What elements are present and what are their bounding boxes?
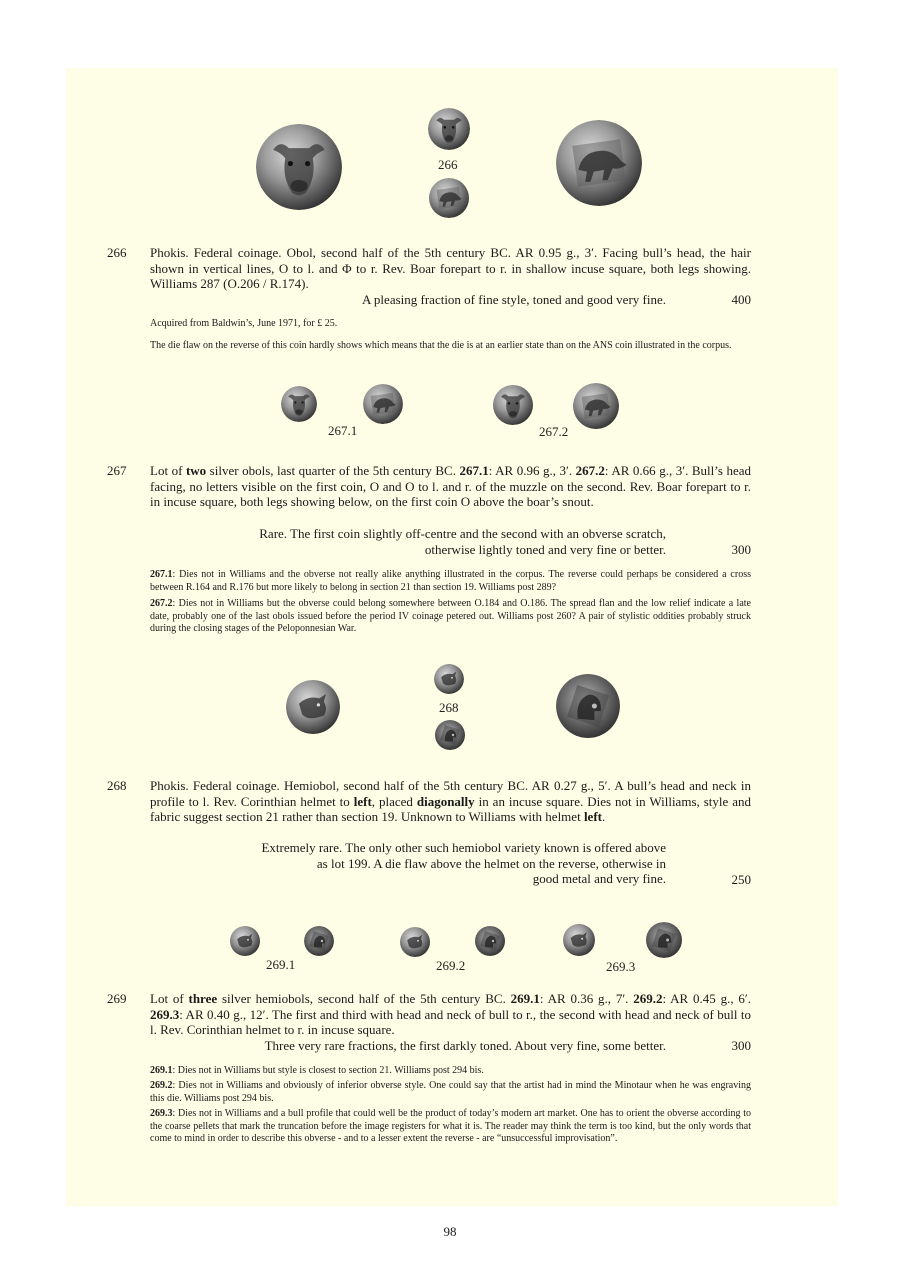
- plate-label: 269.3: [606, 959, 636, 974]
- coin-266-reverse-large-image: [556, 120, 642, 206]
- plate-label: 269.2: [436, 958, 466, 973]
- lot-description-text: Phokis. Federal coinage. Hemiobol, second half of the 5th century BC. AR 0.27 g., 5′. A bull’s head and neck in profile to l. Rev. Corinthian helmet to: [150, 778, 751, 809]
- lot-note: [150, 1108, 751, 1146]
- coin-269-1-obverse-image: [228, 926, 262, 956]
- note-text: : Dies not in Williams but the obverse could belong somewhere between O.184 and O.186. The spread flan and the low relief indicate a late date, probably one of the last obols issued before the period IV coinage petered out. Williams post 260? A pair of stylistic oddities probably struck during the closing stages of the Peloponnesian War.: [150, 598, 751, 635]
- lot-description-text: silver obols, last quarter of the 5th century BC.: [206, 463, 460, 478]
- coin-ref-bold: 267.1: [459, 463, 489, 478]
- lot-description-bold: left: [353, 793, 372, 809]
- coin-266-obverse-large-image: [256, 124, 342, 210]
- page-number: 98: [443, 1224, 457, 1239]
- lot-estimate: 400: [731, 292, 751, 307]
- lot-number: 269: [107, 991, 127, 1006]
- condition-line: Extremely rare. The only other such hemiobol variety known is offered above: [261, 840, 666, 855]
- coin-269-3-reverse-image: [644, 922, 684, 958]
- lot-description-text: : AR 0.45 g., 6′.: [662, 991, 751, 1006]
- lot-note: [150, 598, 751, 636]
- note-text: : Dies not in Williams and a bull profile that could well be the product of today’s modern art market. One has to orient the obverse according to the coarse pellets that mark the truncation before the image registers for what it is. The reader may think the term is too kind, but the only words that come to mind in order to describe this obverse - and to a lesser extent the reverse - are “unsuccessful improvisation”.: [150, 1108, 751, 1145]
- lot-note: [150, 569, 751, 594]
- note-label: 267.2: [150, 598, 173, 609]
- condition-line: Rare. The first coin slightly off-centre and the second with an obverse scratch,: [259, 526, 666, 541]
- lot-description: [150, 245, 751, 292]
- lot-number: 268: [107, 778, 127, 793]
- coin-266-reverse-image: [428, 178, 470, 218]
- lot-estimate: 250: [731, 872, 751, 887]
- lot-note: [150, 1080, 751, 1105]
- lot-description-text: in an incuse square. Dies not in Williams, style and fabric suggest section 21 rather than section 19. Unknown to Williams with helmet: [150, 793, 751, 825]
- lot-description-text: : AR 0.66 g., 3′. Bull’s head facing, no letters visible on the first coin, O and O to l. and r. of the muzzle on the second. Rev. Boar forepart to r. in incuse square, both legs showing below, on the first coin O above the boar’s snout.: [150, 463, 751, 510]
- coin-267-1-obverse-image: [281, 386, 317, 422]
- lot-description: [150, 991, 751, 1038]
- note-label: 267.1: [150, 569, 173, 580]
- lot-condition: Three very rare fractions, the first darkly toned. About very fine, some better.: [264, 1038, 666, 1053]
- note-label: 269.1: [150, 1065, 173, 1076]
- coin-268-obverse-large-image: [286, 680, 340, 734]
- condition-line: as lot 199. A die flaw above the helmet on the reverse, otherwise in: [316, 855, 666, 871]
- note-text: : Dies not in Williams but style is closest to section 21. Williams post 294 bis.: [172, 1065, 484, 1076]
- coin-267-2-reverse-image: [573, 383, 619, 429]
- coin-ref-bold: 267.2: [575, 463, 605, 478]
- lot-estimate: 300: [731, 1038, 751, 1053]
- note-label: 269.2: [150, 1080, 173, 1091]
- lot-description-text: : AR 0.36 g., 7′.: [539, 991, 634, 1006]
- lot-condition: [150, 526, 666, 557]
- coin-268-reverse-large-image: [556, 674, 620, 738]
- coin-267-2-obverse-image: [491, 385, 535, 425]
- lot-description: [150, 778, 751, 825]
- lot-number: 266: [107, 245, 127, 260]
- condition-line: otherwise lightly toned and very fine or better.: [424, 541, 666, 557]
- coin-268-obverse-image: [434, 664, 464, 694]
- coin-268-reverse-image: [434, 720, 466, 750]
- plate-label: 269.1: [266, 957, 296, 972]
- lot-description: [150, 463, 751, 510]
- note-text: : Dies not in Williams and obviously of inferior obverse style. One could say that the artist had in mind the Minotaur when he was engraving this die. Williams post 294 bis.: [150, 1080, 751, 1104]
- lot-description-bold: three: [188, 991, 218, 1006]
- lot-description-bold: left: [583, 809, 602, 825]
- coin-269-2-obverse-image: [398, 927, 432, 957]
- coin-ref-bold: 269.2: [633, 991, 663, 1006]
- lot-note: The die flaw on the reverse of this coin hardly shows which means that the die is at an earlier state than on the ANS coin illustrated in the corpus.: [150, 340, 732, 351]
- lot-description-bold: diagonally: [416, 793, 475, 809]
- condition-line: good metal and very fine.: [532, 871, 666, 887]
- lot-description-text: Lot of: [150, 463, 186, 478]
- coin-ref-bold: 269.3: [150, 1006, 180, 1022]
- lot-note: [150, 1065, 751, 1078]
- coin-267-1-reverse-image: [363, 384, 403, 424]
- lot-number: 267: [107, 463, 127, 478]
- plate-label: 267.1: [328, 423, 358, 438]
- lot-description-text: silver hemiobols, second half of the 5th century BC.: [217, 991, 511, 1006]
- coin-269-1-reverse-image: [304, 926, 334, 956]
- lot-description-bold: two: [185, 463, 207, 478]
- lot-condition: [150, 840, 666, 887]
- lot-description-text: Lot of: [150, 991, 189, 1006]
- note-label: 269.3: [150, 1108, 173, 1119]
- coin-ref-bold: 269.1: [510, 991, 540, 1006]
- lot-description-text: Phokis. Federal coinage. Obol, second half of the 5th century BC. AR 0.95 g., 3′. Facing bull’s head, the hair shown in vertical lines, O to l. and Φ to r. Rev. Boar forepart to r. in shallow incuse square, both legs showing. Williams 287 (O.206 / R.174).: [150, 245, 751, 292]
- plate-label: 268: [439, 700, 459, 715]
- lot-description-text: : AR 0.40 g., 12′. The first and third with head and neck of bull to r., the second with head and neck of bull to l. Rev. Corinthian helmet to r. in incuse square.: [150, 1006, 751, 1038]
- lot-estimate: 300: [731, 542, 751, 557]
- lot-condition: A pleasing fraction of fine style, toned and good very fine.: [362, 292, 666, 307]
- plate-label: 266: [438, 157, 458, 172]
- lot-description-text: : AR 0.96 g., 3′.: [488, 463, 576, 478]
- note-text: : Dies not in Williams and the obverse not really alike anything illustrated in the corpus. The reverse could perhaps be considered a cross between R.164 and R.176 but more likely to belong in section 21 than section 19. Williams post 289?: [150, 569, 751, 593]
- coin-269-3-obverse-image: [563, 922, 595, 958]
- plate-label: 267.2: [539, 424, 569, 439]
- lot-description-text: , placed: [371, 793, 417, 809]
- lot-note-provenance: Acquired from Baldwin’s, June 1971, for £ 25.: [150, 318, 338, 329]
- coin-266-obverse-image: [428, 108, 470, 150]
- coin-269-2-reverse-image: [474, 926, 506, 956]
- lot-description-text: .: [601, 809, 606, 825]
